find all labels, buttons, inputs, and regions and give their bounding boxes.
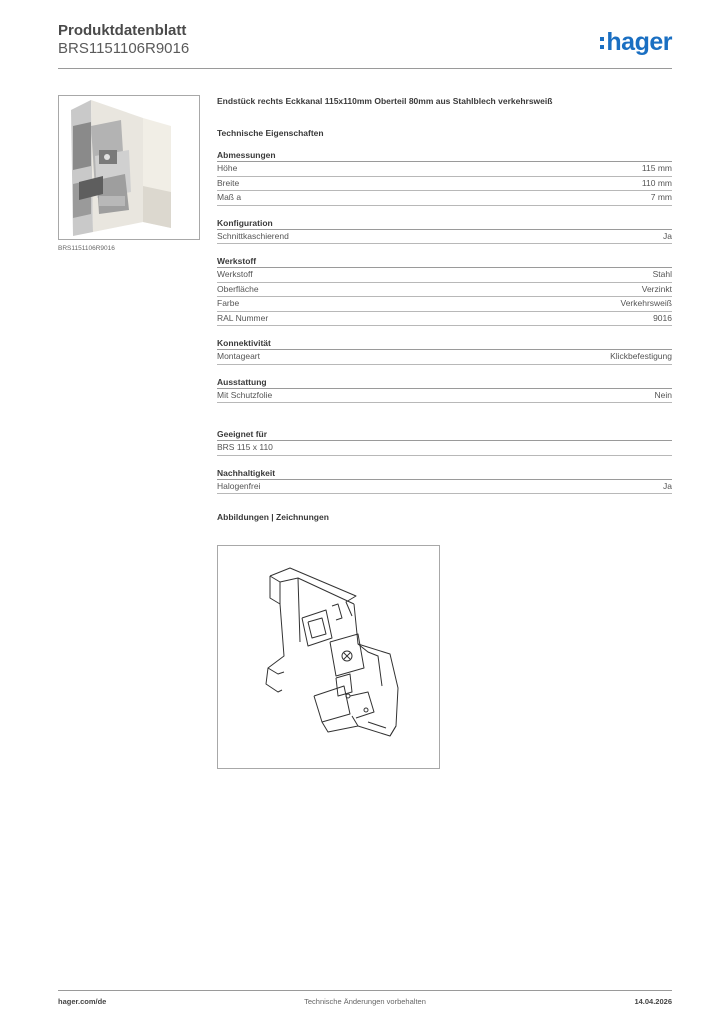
header-divider xyxy=(58,68,672,69)
page-footer xyxy=(58,997,672,1009)
technical-drawing-image xyxy=(218,546,439,768)
footer-disclaimer: Technische Änderungen vorbehalten xyxy=(304,997,426,1006)
footer-divider xyxy=(58,990,672,991)
table-row xyxy=(217,389,672,404)
row-value: 115 mm xyxy=(641,163,672,173)
row-value: 110 mm xyxy=(641,177,672,188)
table-row xyxy=(217,350,672,365)
group-title: Werkstoff xyxy=(217,254,672,268)
table-row xyxy=(217,297,672,312)
group-material xyxy=(217,254,672,326)
group-connectivity xyxy=(217,336,672,365)
table-row xyxy=(217,312,672,327)
row-label: Höhe xyxy=(217,163,238,173)
table-row xyxy=(217,480,672,495)
row-label: Maß a xyxy=(217,192,242,202)
group-dimensions xyxy=(217,148,672,206)
row-label: Oberfläche xyxy=(217,283,259,294)
row-label: Montageart xyxy=(217,351,260,361)
row-value: 7 mm xyxy=(650,192,672,202)
hager-logo-icon xyxy=(600,37,604,49)
brand-logo xyxy=(600,28,672,57)
row-label: Mit Schutzfolie xyxy=(217,389,273,400)
product-photo-caption: BRS1151106R9016 xyxy=(58,245,115,252)
group-suitable-for xyxy=(217,427,672,456)
row-value: Verzinkt xyxy=(641,283,672,294)
group-title: Abmessungen xyxy=(217,148,672,162)
row-value: Stahl xyxy=(652,269,672,279)
group-equipment xyxy=(217,375,672,404)
group-title: Ausstattung xyxy=(217,375,672,389)
group-title: Nachhaltigkeit xyxy=(217,466,672,480)
row-value: Klickbefestigung xyxy=(610,351,672,361)
table-row xyxy=(217,441,672,456)
row-label: RAL Nummer xyxy=(217,312,269,323)
table-row xyxy=(217,177,672,192)
group-sustainability xyxy=(217,466,672,495)
product-description: Endstück rechts Eckkanal 115x110mm Oberteil 80mm aus Stahlblech verkehrsweiß xyxy=(217,96,553,106)
images-section-title: Abbildungen | Zeichnungen xyxy=(217,512,329,522)
row-value: Ja xyxy=(663,480,672,491)
group-configuration xyxy=(217,216,672,245)
row-label: BRS 115 x 110 xyxy=(217,442,273,452)
row-value: Ja xyxy=(663,230,672,241)
row-label: Breite xyxy=(217,177,240,188)
brand-logo-text: hager xyxy=(606,28,672,56)
group-title: Konnektivität xyxy=(217,336,672,350)
product-photo xyxy=(58,95,200,240)
group-title: Konfiguration xyxy=(217,216,672,230)
row-value: Verkehrsweiß xyxy=(620,298,672,308)
row-label: Schnittkaschierend xyxy=(217,230,289,241)
page-header xyxy=(58,22,672,68)
row-label: Farbe xyxy=(217,298,240,308)
group-title: Geeignet für xyxy=(217,427,672,441)
row-label: Halogenfrei xyxy=(217,480,261,491)
footer-website: hager.com/de xyxy=(58,997,107,1006)
table-row xyxy=(217,191,672,206)
row-value: Nein xyxy=(654,389,672,400)
product-code: BRS1151106R9016 xyxy=(58,40,190,57)
row-value: 9016 xyxy=(653,312,672,323)
table-row xyxy=(217,268,672,283)
table-row xyxy=(217,283,672,298)
row-label: Werkstoff xyxy=(217,269,253,279)
technical-drawing xyxy=(217,545,440,769)
table-row xyxy=(217,230,672,245)
page-title: Produktdatenblatt xyxy=(58,22,187,39)
footer-date: 14.04.2026 xyxy=(634,997,672,1006)
table-row xyxy=(217,162,672,177)
product-content xyxy=(217,94,672,522)
product-photo-image xyxy=(59,96,199,239)
section-title-technical: Technische Eigenschaften xyxy=(217,128,324,138)
